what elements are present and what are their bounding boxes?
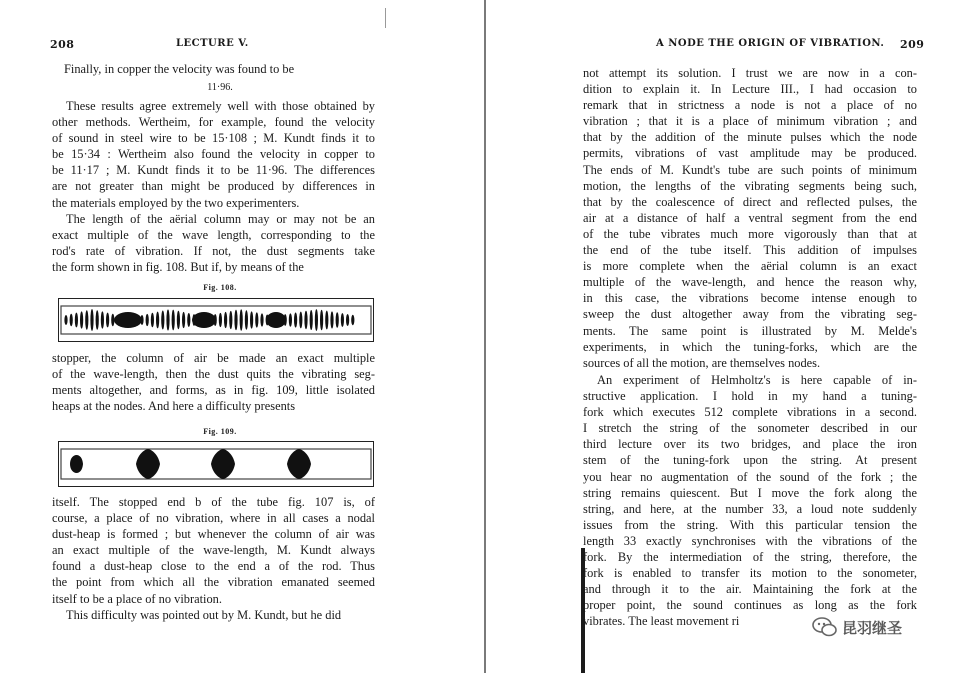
paragraph (64, 61, 384, 77)
text-line: itself to be a place of no vibration. (52, 591, 222, 606)
dust-segment (330, 311, 333, 328)
text-line: fork is enabled to transfer its motion to the sonometer, (583, 566, 917, 581)
text-line: in this case, the vibrations become intense enough to (583, 291, 917, 306)
text-line: be 11·17 ; M. Kundt finds it to be 11·96. The differences (52, 163, 375, 178)
text-line: be 15·34 : Wertheim also found the velocity in copper to (52, 147, 375, 162)
dust-segment (219, 313, 222, 327)
dust-segment (234, 310, 237, 330)
text-line: These results agree extremely well with those obtained by (66, 99, 375, 113)
dust-segment (266, 312, 286, 328)
dust-segment (315, 309, 318, 331)
text-line: course, a place of no vibration, where in all cases a nodal (52, 511, 375, 526)
figure-caption: Fig. 108. (203, 283, 237, 292)
dust-segment (177, 311, 180, 329)
text-line: structive application. I hold in my hand a tuning- (583, 389, 917, 404)
text-line: vibrates. The least movement ri (583, 614, 740, 629)
dust-segment (151, 313, 154, 327)
text-line: that by the addition of the minute pulses which the node (583, 130, 917, 145)
dust-segment (250, 311, 253, 328)
text-line: dust-heap is formed ; but whenever the column of air was (52, 527, 375, 542)
dust-segment (85, 310, 88, 330)
dust-segment (346, 314, 349, 326)
watermark-text: 昆羽继圣 (842, 618, 903, 637)
text-line: stopper, the column of air be made an exact multiple (52, 351, 375, 365)
text-line: vibration ; that it is a place of minimum vibration ; and (583, 114, 917, 129)
figure-caption: Fig. 109. (203, 427, 237, 436)
text-line: Finally, in copper the velocity was found to be (64, 62, 295, 76)
figure-108-dust-segments (58, 298, 374, 342)
dust-segment (187, 313, 190, 327)
text-line: is more complete when the aërial column is an exact (583, 259, 917, 274)
dust-segment (255, 312, 258, 327)
text-line: that by the coalescence of direct and reflected pulses, the (583, 194, 917, 209)
velocity-value: 11·96. (207, 82, 233, 93)
text-line: string, and here, at the number 33, a loud note suddenly (583, 501, 917, 516)
text-line: dition to explain it. In Lecture III., I had occasion to (583, 82, 917, 97)
text-line: sweep the dust altogether away from the vibrating seg- (583, 307, 917, 322)
text-line: you hear no augmentation of the sound of the fork ; the (583, 469, 917, 484)
text-line: air at a distance of half a ventral segment from the end (583, 210, 917, 225)
text-line: rod's rate of vibration. If not, the dust segments take (52, 244, 375, 259)
dust-segment (161, 311, 164, 330)
text-line: of the wave-length, then the dust quits the vibrating seg- (52, 367, 375, 382)
text-line: remark that in strictness a node is not a place of no (583, 98, 917, 113)
dust-segment (289, 313, 292, 326)
text-line: proper point, the sound continues as long as the fork (583, 598, 917, 613)
text-line: The length of the aërial column may or may not be an (66, 212, 375, 226)
dust-segment (260, 313, 263, 326)
dust-segment (96, 310, 99, 330)
paragraph (583, 65, 917, 371)
text-line: An experiment of Helmholtz's is here capable of in- (597, 373, 917, 387)
text-line: ments altogether, and forms, as in fig. 109, little isolated (52, 383, 375, 398)
text-line: multiple of the wave-length, and hence the reason why, (583, 275, 917, 290)
paragraph (52, 607, 375, 623)
text-line: the end of the tube itself. This addition of impulses (583, 243, 917, 258)
text-line: found a dust-heap close to the end a of the rod. Thus (52, 559, 375, 574)
dust-segment (80, 311, 83, 328)
text-line: the materials employed by the two experimenters. (52, 195, 300, 210)
text-line: itself. The stopped end b of the tube fig. 107 is, of (52, 495, 375, 509)
text-line: of the tube vibrates much more vigorously than that at (583, 226, 917, 241)
text-line: stem of the tuning-fork upon the string. At present (583, 453, 917, 468)
text-line: the form shown in fig. 108. But if, by means of the (52, 260, 304, 275)
page-number: 208 (50, 38, 75, 51)
dust-segment (351, 315, 354, 325)
dust-segment (90, 309, 93, 331)
dust-segment (101, 311, 104, 328)
dust-segment (299, 312, 302, 329)
text-line: permits, vibrations of vast amplitude may be produced. (583, 146, 917, 161)
dust-segment (172, 310, 175, 331)
text-line: exact multiple of the wave length, corresponding to the (52, 228, 375, 243)
dust-segment (336, 312, 339, 327)
text-line: an exact multiple of the wave-length, M. Kundt always (52, 543, 375, 558)
dust-segment (304, 311, 307, 329)
text-line: heaps at the nodes. And here a difficulty presents (52, 399, 296, 414)
text-line: fork. By the intermediation of the string, therefore, the (583, 550, 917, 565)
text-line: motion, the lengths of the vibrating segments being such, (583, 178, 917, 193)
dust-segment (64, 315, 67, 325)
text-line: the point from which all the vibration emanated seemed (52, 575, 375, 590)
dust-segment (182, 312, 185, 328)
text-line: are not greater than might be produced by differences in (52, 179, 375, 194)
dust-heap (70, 455, 83, 473)
dust-segment (245, 310, 248, 329)
text-line: third lecture over its two bridges, and place the iron (583, 437, 917, 452)
dust-segment (325, 311, 328, 330)
dust-segment (106, 313, 109, 328)
text-line: string remains quiescent. But I move the fork along the (583, 485, 917, 500)
dust-segment (166, 309, 169, 330)
text-line: fork which executes 512 complete vibrations in a second. (583, 405, 917, 420)
text-line: This difficulty was pointed out by M. Kundt, but he did (66, 608, 342, 622)
dust-segment (75, 313, 78, 328)
wechat-icon (812, 616, 838, 638)
running-head: A NODE THE ORIGIN OF VIBRATION. (656, 38, 885, 49)
dust-segment (114, 312, 142, 328)
paragraph (52, 211, 375, 275)
dust-segment (192, 312, 216, 328)
paragraph (583, 372, 917, 630)
text-line: ments. The same point is illustrated by M. Melde's (583, 323, 917, 338)
figure-109-nodal-heaps (58, 441, 374, 487)
text-line: experiments, in which the tuning-forks, which are the (583, 339, 917, 354)
right-page (486, 0, 967, 673)
text-line: issues from the string. With this particular tension the (583, 517, 917, 532)
text-line: of sound in steel wire to be 15·108 ; M. Kundt finds it to (52, 131, 375, 146)
paragraph (52, 494, 375, 607)
dust-segment (310, 310, 313, 330)
dust-segment (70, 314, 73, 326)
dust-segment (156, 312, 159, 329)
dust-segment (146, 314, 149, 326)
dust-segment (240, 309, 243, 331)
dust-segment (229, 311, 232, 329)
running-head: LECTURE V. (176, 38, 249, 49)
watermark (812, 616, 902, 638)
text-line: I stretch the string of the sonometer described in our (583, 421, 917, 436)
dust-segment (224, 312, 227, 328)
text-line: not attempt its solution. I trust we are now in a con- (583, 66, 917, 80)
text-line: The ends of M. Kundt's tube are such points of minimum (583, 162, 917, 177)
text-line: and through it to the air. Maintaining the fork at the (583, 582, 917, 597)
text-line: other methods. Wertheim, for example, found the velocity (52, 115, 375, 130)
paragraph (52, 98, 375, 211)
dust-segment (111, 314, 114, 326)
text-line: sources of all the motion, are themselves nodes. (583, 355, 821, 370)
text-line: length 33 exactly synchronises with the vibrations of the (583, 533, 917, 548)
paragraph (52, 350, 375, 414)
dust-segment (294, 312, 297, 327)
dust-segment (341, 313, 344, 327)
dust-segment (320, 310, 323, 331)
page-number: 209 (900, 38, 925, 51)
